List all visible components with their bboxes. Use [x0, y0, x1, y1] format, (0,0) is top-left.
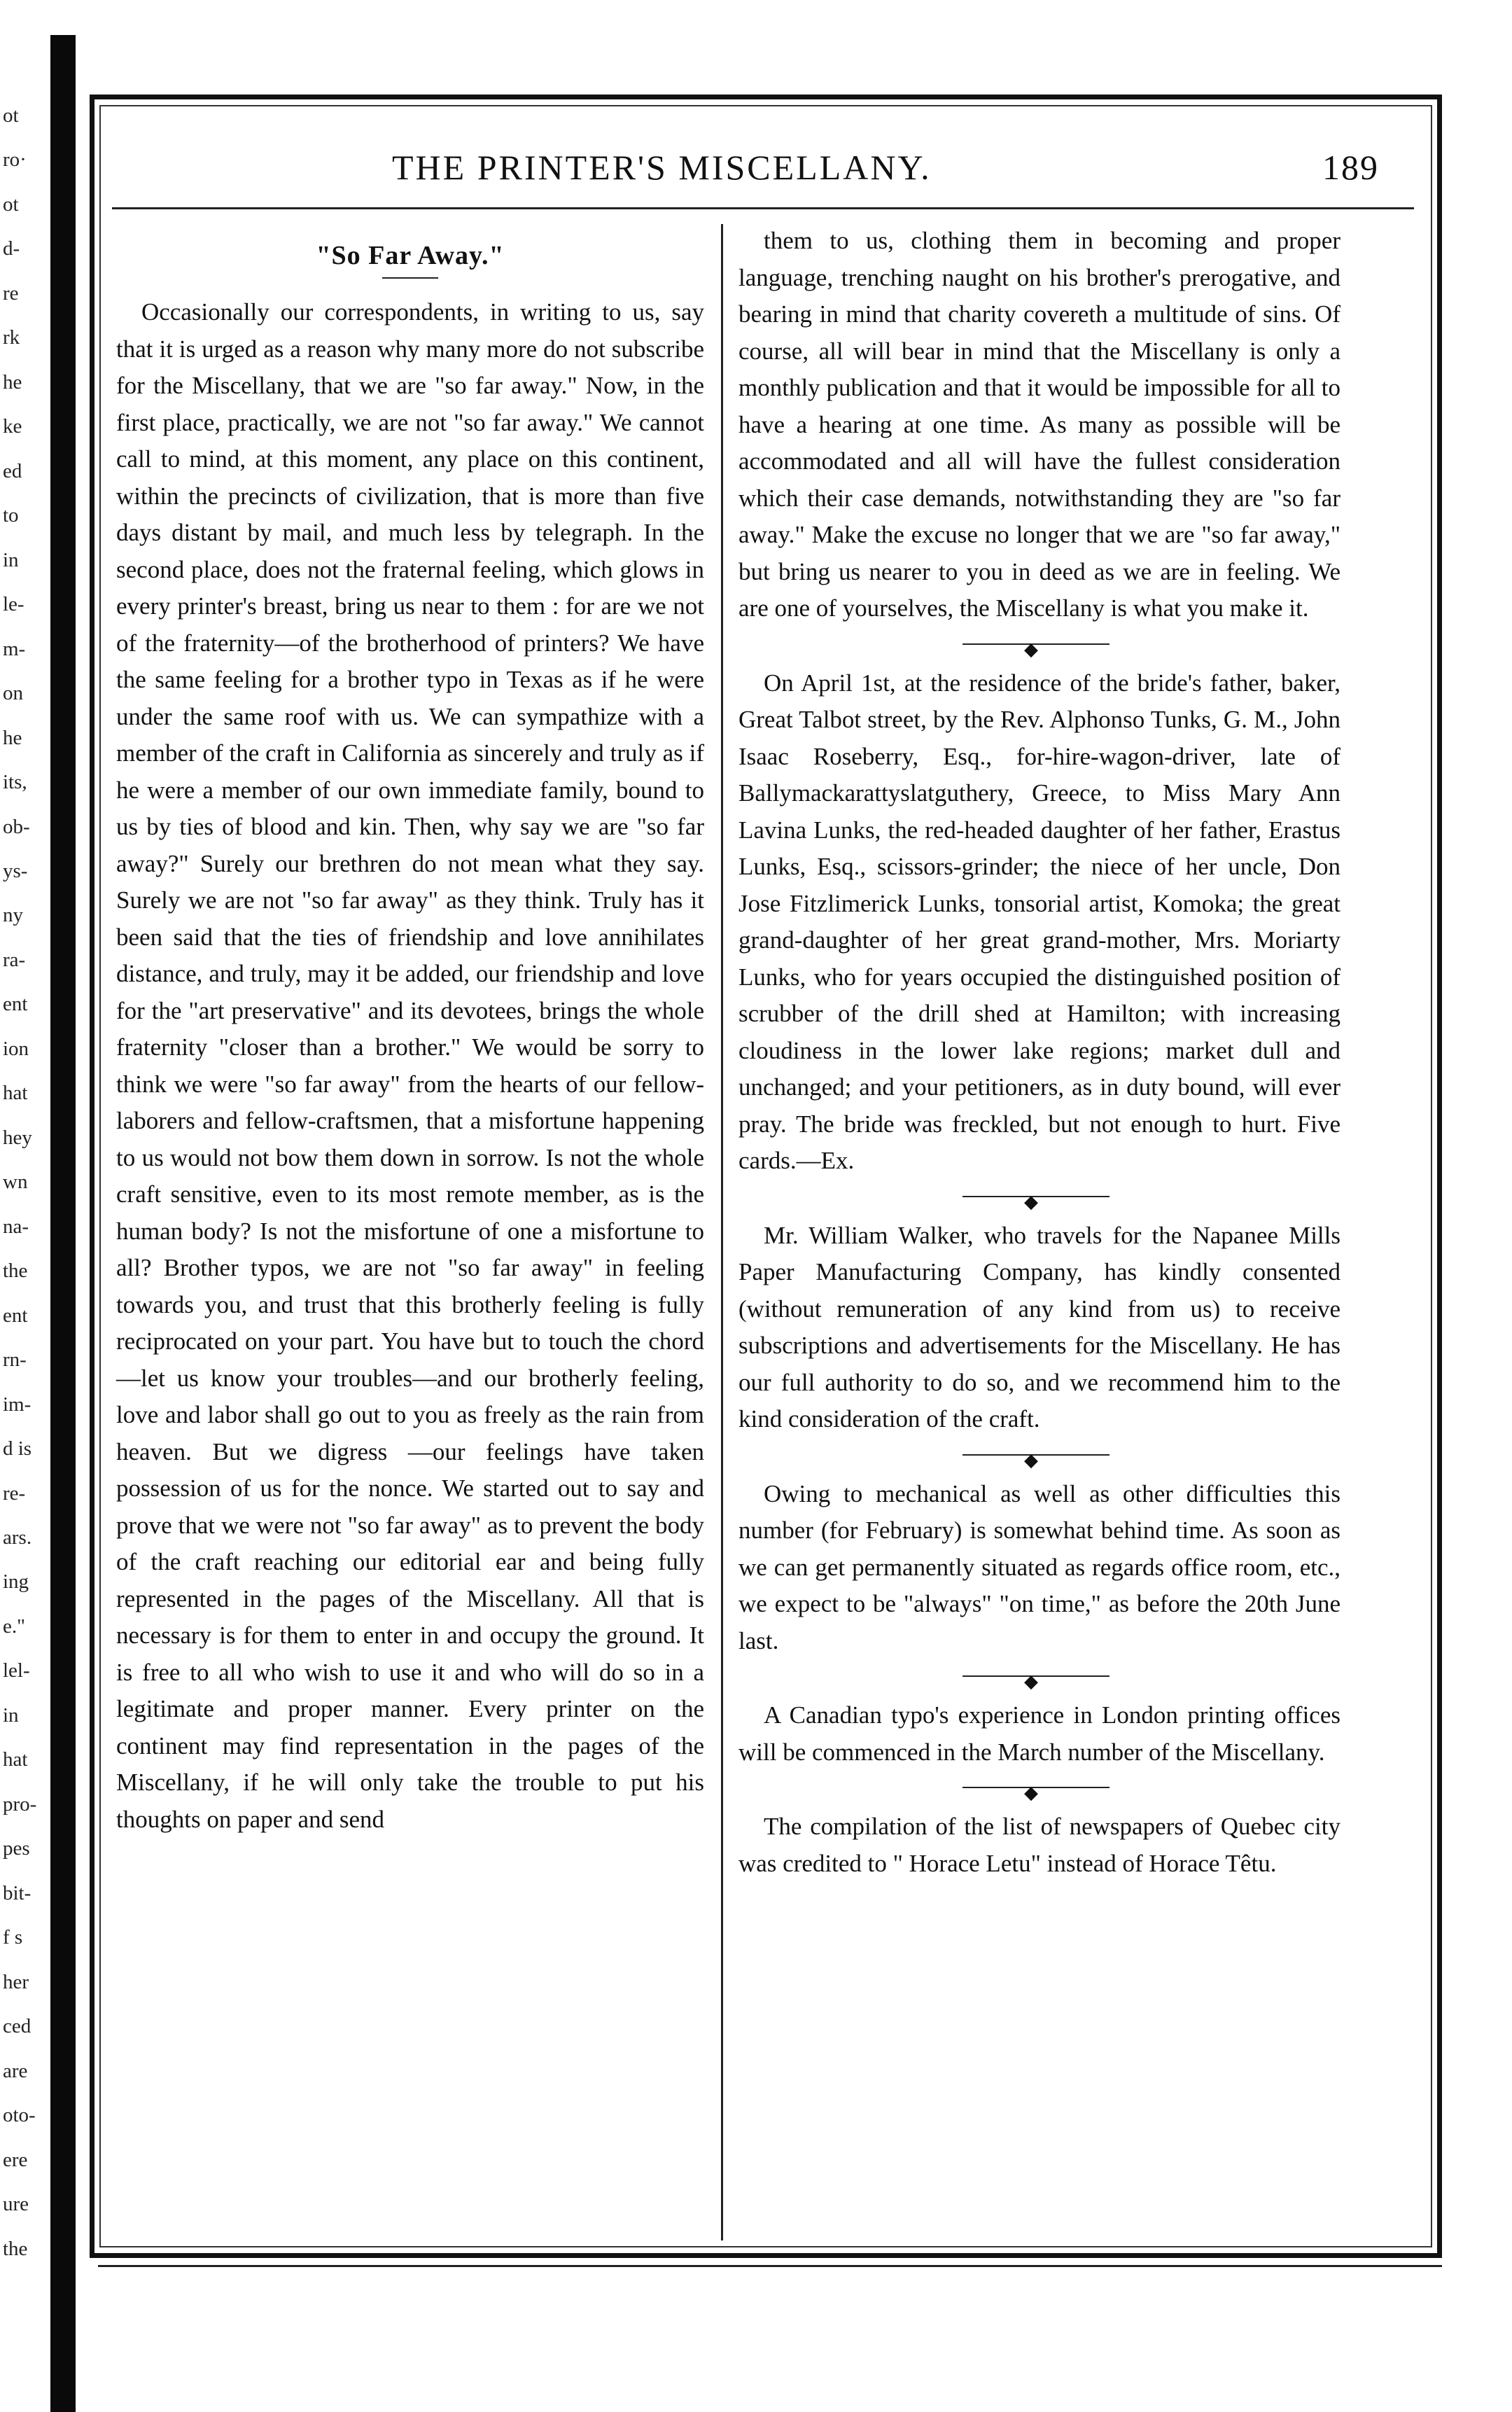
- bleed-fragment: im-: [3, 1393, 31, 1416]
- section-separator: [738, 1662, 1340, 1690]
- bleed-fragment: ion: [3, 1038, 29, 1060]
- bleed-fragment: pro-: [3, 1793, 37, 1815]
- bleed-fragment: ing: [3, 1570, 29, 1593]
- bleed-fragment: on: [3, 682, 23, 704]
- article-paragraph: Occasionally our correspondents, in writing to us, say that it is urged as a reason why many more do not subscribe for the Miscellany, that we are "so far away." Now, in the first place, practically, we are not "so far away." We cannot call to mind, at this moment, any place on this continent, within the precincts of civilization, that is more than five days distant by mail, and much less by telegraph. In the second place, does not the fraternal feeling, which glows in every printer's breast, bring us near to them : for are we not of the fraternity—of the brotherhood of printers? We have the same feeling for a brother typo in Texas as if he were under the same roof with us. We can sympathize with a member of the craft in California as sincerely and truly as if he were a member of our own immediate family, bound to us by ties of blood and kin. Then, why say we are "so far away?" Surely our brethren do not mean what they say. Surely we are not "so far away" as they think. Truly has it been said that the ties of friendship and love annihilates distance, and truly, may it be added, our friendship and love for the "art preservative" and its devotees, brings the whole fraternity "closer than a brother." We would be sorry to think we were "so far away" from the hearts of our fellow-laborers and fellow-craftsmen, that a misfortune happening to us would not bow them down in sorrow. Is not the whole craft sensitive, even to its most remote member, as is the human body? Is not the misfortune of one a misfortune to all? Brother typos, we are not "so far away" in feeling towards you, and trust that this brotherly feeling is fully reciprocated on your part. You have but to touch the chord —let us know your troubles—and our brotherly feeling, love and labor shall go out to you as freely as the rain from heaven. But we digress —our feelings have taken possession of us for the nonce. We started out to say and prove that we were not "so far away" as to prevent the body of the craft reaching our editorial ear and being fully represented in the pages of the Miscellany. All that is necessary is for them to enter in and occupy the ground. It is free to all who wish to use it and who will do so in a legitimate and proper manner. Every printer on the continent may find representation in the pages of the Miscellany, if he will only take the trouble to put his thoughts on paper and send: [116, 298, 704, 1833]
- bleed-fragment: ot: [3, 193, 19, 216]
- header-rule: [112, 207, 1414, 209]
- bleed-fragment: rn-: [3, 1348, 27, 1371]
- bleed-fragment: to: [3, 504, 19, 527]
- bleed-fragment: d is: [3, 1437, 32, 1460]
- bleed-fragment: f s: [3, 1926, 23, 1949]
- bleed-fragment: hat: [3, 1748, 28, 1771]
- bleed-fragment: na-: [3, 1215, 29, 1238]
- bleed-fragment: he: [3, 727, 22, 749]
- bleed-fragment: re-: [3, 1482, 26, 1505]
- bleed-fragment: ced: [3, 2015, 31, 2037]
- bleed-fragment: lel-: [3, 1659, 30, 1682]
- bleed-fragment: the: [3, 1260, 28, 1282]
- previous-page-bleed: [0, 91, 49, 2303]
- article-continuation: them to us, clothing them in becoming and proper language, trenching naught on his brother's prerogative, and bearing in mind that charity covereth a multitude of sins. Of course, all will bear in mind that the Miscellany is only a monthly publication and that it would be impossible for all to have a hearing at one time. As many as possible will be accommodated and all will have the fullest consideration which their case demands, notwithstanding they are "so far away." Make the excuse no longer that we are "so far away," but bring us nearer to you in deed as we are in feeling. We are one of yourselves, the Miscellany is what you make it.: [738, 227, 1340, 622]
- bleed-fragment: ars.: [3, 1526, 32, 1549]
- bleed-fragment: le-: [3, 593, 24, 615]
- bleed-fragment: in: [3, 549, 19, 571]
- delay-notice: Owing to mechanical as well as other difficulties this number (for February) is somewhat behind time. As soon as we can get permanently situated as regards office room, etc., we expect to be "always" "on time," as before the 20th June last.: [738, 1479, 1340, 1654]
- left-column: [116, 223, 704, 1838]
- bottom-rule: [98, 2265, 1442, 2267]
- bleed-fragment: ent: [3, 1304, 28, 1327]
- bleed-fragment: ys-: [3, 860, 28, 882]
- bleed-fragment: ra-: [3, 949, 26, 971]
- bleed-fragment: ot: [3, 104, 19, 127]
- bleed-fragment: ro·: [3, 148, 27, 171]
- bleed-fragment: hey: [3, 1127, 32, 1149]
- section-separator: [738, 1441, 1340, 1469]
- bleed-fragment: in: [3, 1704, 19, 1727]
- correction-notice: The compilation of the list of newspapers of Quebec city was credited to " Horace Letu" instead of Horace Têtu.: [738, 1813, 1340, 1877]
- bleed-fragment: pes: [3, 1837, 30, 1860]
- bleed-fragment: hat: [3, 1082, 28, 1104]
- page-number: 189: [1322, 148, 1379, 187]
- bleed-fragment: rk: [3, 326, 20, 349]
- section-separator: [738, 1773, 1340, 1801]
- london-notice: A Canadian typo's experience in London printing offices will be commenced in the March number of the Miscellany.: [738, 1701, 1340, 1766]
- bleed-fragment: m-: [3, 638, 26, 660]
- running-title: THE PRINTER'S MISCELLANY.: [392, 148, 932, 187]
- article-title: "So Far Away.": [316, 241, 505, 270]
- binding-shadow: [50, 35, 76, 2412]
- bleed-fragment: ere: [3, 2149, 28, 2171]
- section-separator: [738, 1183, 1340, 1211]
- bleed-fragment: ob-: [3, 816, 30, 838]
- title-rule: [382, 277, 438, 279]
- bleed-fragment: oto-: [3, 2104, 36, 2126]
- bleed-fragment: d-: [3, 237, 20, 260]
- bleed-fragment: her: [3, 1971, 29, 1993]
- bleed-fragment: ny: [3, 904, 23, 926]
- bleed-fragment: are: [3, 2060, 28, 2082]
- bleed-fragment: ed: [3, 460, 22, 482]
- bleed-fragment: its,: [3, 771, 27, 793]
- section-separator: [738, 630, 1340, 658]
- bleed-fragment: e.": [3, 1615, 25, 1638]
- right-column: [738, 223, 1340, 1882]
- bleed-fragment: ure: [3, 2193, 29, 2215]
- bleed-fragment: ent: [3, 993, 28, 1015]
- bleed-fragment: the: [3, 2238, 28, 2260]
- agent-notice: Mr. William Walker, who travels for the Napanee Mills Paper Manufacturing Company, has kindly consented (without remuneration of any kind from us) to receive subscriptions and advertisements for the Miscellany. He has our full authority to do so, and we recommend him to the kind consideration of the craft.: [738, 1221, 1340, 1432]
- column-divider: [721, 224, 723, 2240]
- bleed-fragment: wn: [3, 1171, 28, 1193]
- wedding-notice: On April 1st, at the residence of the bride's father, baker, Great Talbot street, by the Rev. Alphonso Tunks, G. M., John Isaac Roseberry, Esq., for-hire-wagon-driver, late of Ballymackarattyslatguthery, Greece, to Miss Mary Ann Lavina Lunks, the red-headed daughter of her father, Erastus Lunks, Esq., scissors-grinder; the niece of her uncle, Don Jose Fitzlimerick Lunks, tonsorial artist, Komoka; the great grand-daughter of her great grand-mother, Mrs. Moriarty Lunks, who for years occupied the distinguished position of scrubber of the drill shed at Hamilton; with increasing cloudiness in the lower lake regions; market dull and unchanged; and your petitioners, as in duty bound, will ever pray. The bride was freckled, but not enough to hurt. Five cards.—Ex.: [738, 669, 1340, 1174]
- bleed-fragment: he: [3, 371, 22, 393]
- bleed-fragment: ke: [3, 415, 22, 438]
- bleed-fragment: re: [3, 282, 19, 305]
- bleed-fragment: bit-: [3, 1882, 31, 1904]
